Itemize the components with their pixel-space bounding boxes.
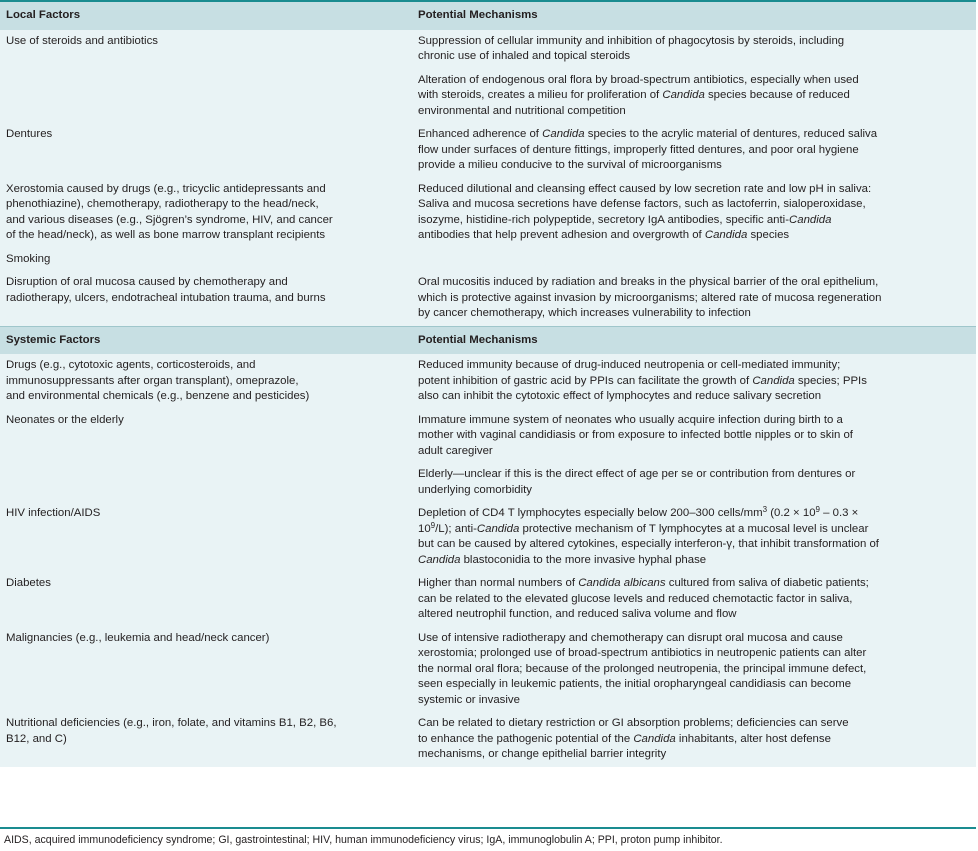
table-row	[0, 248, 976, 272]
table-row	[0, 712, 976, 767]
systemic-header-row	[0, 326, 976, 354]
factor-cell: Disruption of oral mucosa caused by chemotherapy and radiotherapy, ulcers, endotracheal intubation trauma, and burns	[6, 276, 326, 304]
table-row	[0, 572, 976, 627]
table-row	[0, 30, 976, 124]
factor-cell: Xerostomia caused by drugs (e.g., tricyclic antidepressants and phenothiazine), chemotherapy, radiotherapy to the head/neck, and various diseases (e.g., Sjögren’s syndrome, HIV, and cancer of the head/neck), as well as bone marrow transplant recipients	[6, 182, 333, 241]
factor-cell: Smoking	[6, 252, 51, 265]
factor-cell: HIV infection/AIDS	[6, 507, 101, 519]
table-row	[0, 409, 976, 503]
mechanism-cell	[412, 178, 976, 248]
factor-cell: Use of steroids and antibiotics	[6, 34, 158, 47]
table-row	[0, 271, 976, 326]
factor-cell: Dentures	[6, 128, 53, 140]
mechanism-paragraph: Enhanced adherence of Candida species to the acrylic material of dentures, reduced saliva flow under surfaces of denture fittings, improperly fitted dentures, and poor oral hygiene provide a milieu conducive to the survival of microorganisms	[418, 128, 878, 171]
mechanism-paragraph: Can be related to dietary restriction or GI absorption problems; deficiencies can serve to enhance the pathogenic potential of the Candida inhabitants, alter host defense mechanisms, or change epithelial barrier integrity	[418, 717, 849, 760]
mechanism-cell	[412, 248, 976, 272]
mechanism-paragraph: Elderly—unclear if this is the direct effect of age per se or contribution from dentures or underlying comorbidity	[418, 468, 856, 496]
footnote: AIDS, acquired immunodeficiency syndrome; GI, gastrointestinal; HIV, human immunodeficiency virus; IgA, immunoglobulin A; PPI, proton pump inhibitor.	[4, 834, 723, 846]
local-factors-header: Local Factors	[0, 1, 412, 30]
factor-cell: Drugs (e.g., cytotoxic agents, corticosteroids, and immunosuppressants after organ transplant), omeprazole, and environmental chemicals (e.g., benzene and pesticides)	[6, 359, 310, 402]
table-row	[0, 178, 976, 248]
systemic-mechanisms-header: Potential Mechanisms	[412, 326, 976, 354]
mechanism-cell	[412, 354, 976, 409]
mechanism-paragraph: Reduced immunity because of drug-induced neutropenia or cell-mediated immunity; potent inhibition of gastric acid by PPIs can facilitate the growth of Candida species; PPIs also can inhibit the cytotoxic effect of lymphocytes and reduce salivary secretion	[418, 359, 867, 402]
factor-cell: Neonates or the elderly	[6, 413, 124, 426]
systemic-factors-header: Systemic Factors	[0, 326, 412, 354]
mechanism-paragraph: Oral mucositis induced by radiation and breaks in the physical barrier of the oral epithelium, which is protective against invasion by microorganisms; altered rate of mucosa regeneration by cancer chemotherapy, which increases vulnerability to infection	[418, 276, 882, 319]
factor-cell: Nutritional deficiencies (e.g., iron, folate, and vitamins B1, B2, B6, B12, and C)	[6, 717, 337, 745]
bottom-rule	[0, 827, 976, 829]
mechanism-cell	[412, 409, 976, 503]
table-row	[0, 354, 976, 409]
mechanism-paragraph: Higher than normal numbers of Candida albicans cultured from saliva of diabetic patients; can be related to the elevated glucose levels and reduced chemotactic factor in saliva, altered neutrophil function, and reduced saliva volume and flow	[418, 577, 869, 620]
local-mechanisms-header: Potential Mechanisms	[412, 1, 976, 30]
mechanism-cell	[412, 30, 976, 124]
factor-cell: Diabetes	[6, 577, 51, 589]
mechanism-cell	[412, 712, 976, 767]
mechanism-paragraph: Use of intensive radiotherapy and chemotherapy can disrupt oral mucosa and cause xerostomia; prolonged use of broad-spectrum antibiotics in neutropenic patients can alter the normal oral flora; because of the prolonged neutropenia, the principal immune defect, seen especially in leukemic patients, the initial oropharyngeal candidiasis can become systemic or invasive	[418, 631, 867, 706]
mechanism-cell	[412, 123, 976, 178]
mechanism-cell	[412, 572, 976, 627]
mechanism-cell	[412, 627, 976, 713]
table-row	[0, 123, 976, 178]
mechanism-paragraph: Suppression of cellular immunity and inhibition of phagocytosis by steroids, including chronic use of inhaled and topical steroids	[418, 34, 845, 62]
table-row	[0, 627, 976, 713]
factor-cell: Malignancies (e.g., leukemia and head/neck cancer)	[6, 631, 270, 644]
mechanism-paragraph: Immature immune system of neonates who usually acquire infection during birth to a mother with vaginal candidiasis or from exposure to infected bottle nipples or to skin of adult caregiver	[418, 413, 853, 457]
local-header-row	[0, 1, 976, 30]
mechanism-paragraph: Depletion of CD4 T lymphocytes especially below 200–300 cells/$mm^3$ ($0.2 \times 10^9 - 0.3$ × $10^9/L$); anti-Candida protective mechanism of T lymphocytes at a mucosal level is unclear but can be caused by altered cytokines, especially interferon-γ, that inhibit transformation of Candida blastoconidia to the more invasive hyphal phase	[418, 505, 879, 566]
table-body	[0, 1, 976, 767]
mechanism-cell	[412, 271, 976, 326]
table-row	[0, 502, 976, 572]
mechanism-paragraph: Reduced dilutional and cleansing effect caused by low secretion rate and low pH in saliva: Saliva and mucosa secretions have defense factors, such as lactoferrin, sialoperoxidase, isozyme, histidine-rich polypeptide, secretory IgA antibodies, specific anti-Candida antibodies that help prevent adhesion and overgrowth of Candida species	[418, 182, 872, 241]
mechanism-paragraph: Alteration of endogenous oral flora by broad-spectrum antibiotics, especially when used with steroids, creates a milieu for proliferation of Candida species because of reduced environmental and nutritional competition	[418, 73, 859, 117]
mechanism-cell	[412, 502, 976, 572]
